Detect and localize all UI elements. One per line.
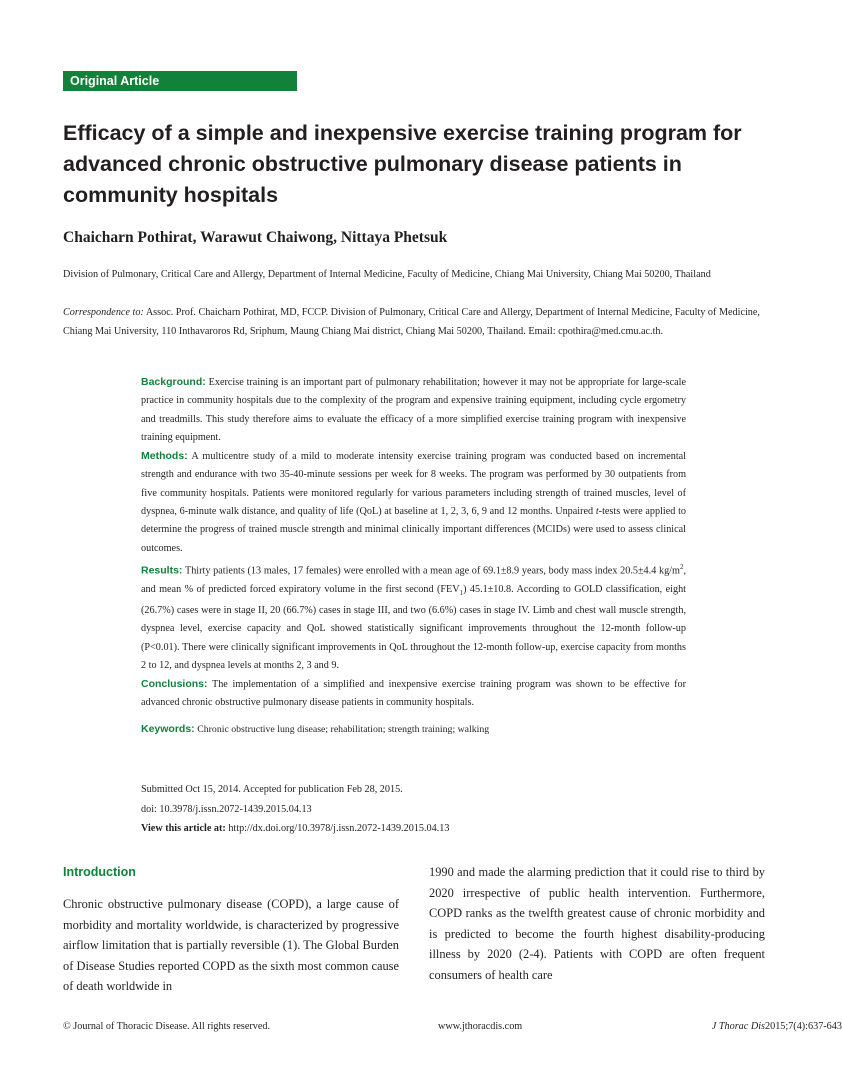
correspondence-text: Assoc. Prof. Chaicharn Pothirat, MD, FCCP. Division of Pulmonary, Critical Care and Allergy, Department of Internal Medicine, Faculty of Medicine, Chiang Mai University, 110 Inthavaroros Rd, Sriphum, Maung Chiang Mai district, Chiang Mai 50200, Thailand. Email: cpothira@med.cmu.ac.th. — [63, 307, 760, 337]
affiliation: Division of Pulmonary, Critical Care and Allergy, Department of Internal Medicine, Faculty of Medicine, Chiang Mai University, Chiang Mai 50200, Thailand — [63, 269, 711, 280]
footer-citation — [711, 1021, 842, 1032]
background-label: Background: — [141, 376, 206, 388]
methods-label: Methods: — [141, 450, 188, 463]
view-article-line — [141, 819, 449, 839]
correspondence-label: Correspondence to: — [63, 307, 144, 318]
abstract-conclusions — [141, 675, 686, 713]
author-list: Chaicharn Pothirat, Warawut Chaiwong, Nittaya Phetsuk — [63, 229, 448, 246]
abstract-results — [141, 558, 686, 675]
footer-website[interactable]: www.jthoracdis.com — [438, 1021, 523, 1032]
abstract — [141, 373, 686, 739]
keywords-text: Chronic obstructive lung disease; rehabilitation; strength training; walking — [197, 723, 490, 735]
methods-t: t — [595, 506, 599, 518]
methods-text-2: -tests were applied to determine the progress of trained muscle strength and minimal clinically important differences (MCIDs) were used to assess clinical outcomes. — [141, 506, 686, 554]
background-text: Exercise training is an important part of pulmonary rehabilitation; however it may not be appropriate for large-scale practice in community hospitals due to the complexity of the program and expensive training equipment, including cycle ergometry and treadmills. This study therefore aims to evaluate the efficacy of a more simplified exercise training program with inexpensive training equipment. — [141, 377, 686, 443]
doi: doi: 10.3978/j.issn.2072-1439.2015.04.13 — [141, 803, 312, 815]
footer-journal: J Thorac Dis — [711, 1021, 765, 1032]
results-text-3: ) 45.1±10.8. According to GOLD classification, eight (26.7%) cases were in stage II, 20 (66.7%) cases in stage III, and two (6.6%) cases in stage IV. Limb and chest wall muscle strength, dyspnea level, exercise capacity and QoL showed statistically significant improvements throughout the 12-month follow-up (P<0.01). There were clinically significant improvements in QoL throughout the 12-month follow-up, exercise capacity from months 2 to 12, and dyspnea levels at months 2, 3 and 9. — [141, 583, 686, 671]
keywords-label: Keywords: — [141, 722, 195, 735]
article-type-badge: Original Article — [63, 71, 297, 91]
results-sub: 1 — [459, 588, 464, 597]
footer-copyright: © Journal of Thoracic Disease. All rights reserved. — [63, 1021, 270, 1032]
article-title: Efficacy of a simple and inexpensive exercise training program for advanced chronic obstructive pulmonary disease patients in community hospitals — [63, 121, 742, 207]
results-label: Results: — [141, 564, 183, 577]
abstract-keywords — [141, 720, 686, 739]
intro-paragraph-left: Chronic obstructive pulmonary disease (COPD), a large cause of morbidity and mortality worldwide, is characterized by progressive airflow limitation that is partially reversible (1). The Global Burden of Disease Studies reported COPD as the sixth most common cause of death worldwide in — [63, 897, 399, 994]
view-article-label: View this article at: — [141, 823, 226, 834]
results-sup: 2 — [679, 562, 684, 571]
body-column-right — [429, 862, 765, 986]
introduction-heading: Introduction — [63, 865, 136, 879]
abstract-methods — [141, 447, 686, 558]
footer-volume: 2015;7(4):637-643 — [765, 1021, 842, 1032]
body-column-left — [63, 894, 399, 997]
abstract-background — [141, 373, 686, 447]
submission-info — [141, 780, 449, 839]
results-text: Thirty patients (13 males, 17 females) were enrolled with a mean age of 69.1±8.9 years, body mass index 20.5±4.4 kg/m — [184, 565, 680, 577]
correspondence — [63, 303, 765, 341]
results-text-2: , and mean % of predicted forced expiratory volume in the first second (FEV — [141, 565, 686, 595]
view-article-link[interactable]: http://dx.doi.org/10.3978/j.issn.2072-1439.2015.04.13 — [228, 823, 450, 834]
conclusions-label: Conclusions: — [141, 678, 208, 691]
methods-text: A multicentre study of a mild to moderate intensity exercise training program was conducted based on incremental strength and endurance with two 35-40-minute sessions per week for 8 weeks. The program was performed by 30 outpatients from five community hospitals. Patients were monitored regularly for various parameters including strength of trained muscles, level of dyspnea, 6-minute walk distance, and quality of life (QoL) at baseline at 1, 2, 3, 6, 9 and 12 months. Unpaired — [141, 451, 687, 518]
conclusions-text: The implementation of a simplified and inexpensive exercise training program was shown to be effective for advanced chronic obstructive pulmonary disease patients in community hospitals. — [141, 679, 686, 709]
intro-paragraph-right: 1990 and made the alarming prediction that it could rise to third by 2020 irrespective of public health intervention. Furthermore, COPD ranks as the twelfth greatest cause of chronic morbidity and is predicted to become the fourth highest disability-producing illness by 2020 (2-4). Patients with COPD are often frequent consumers of health care — [429, 865, 765, 982]
submission-dates: Submitted Oct 15, 2014. Accepted for publication Feb 28, 2015. — [141, 784, 403, 795]
